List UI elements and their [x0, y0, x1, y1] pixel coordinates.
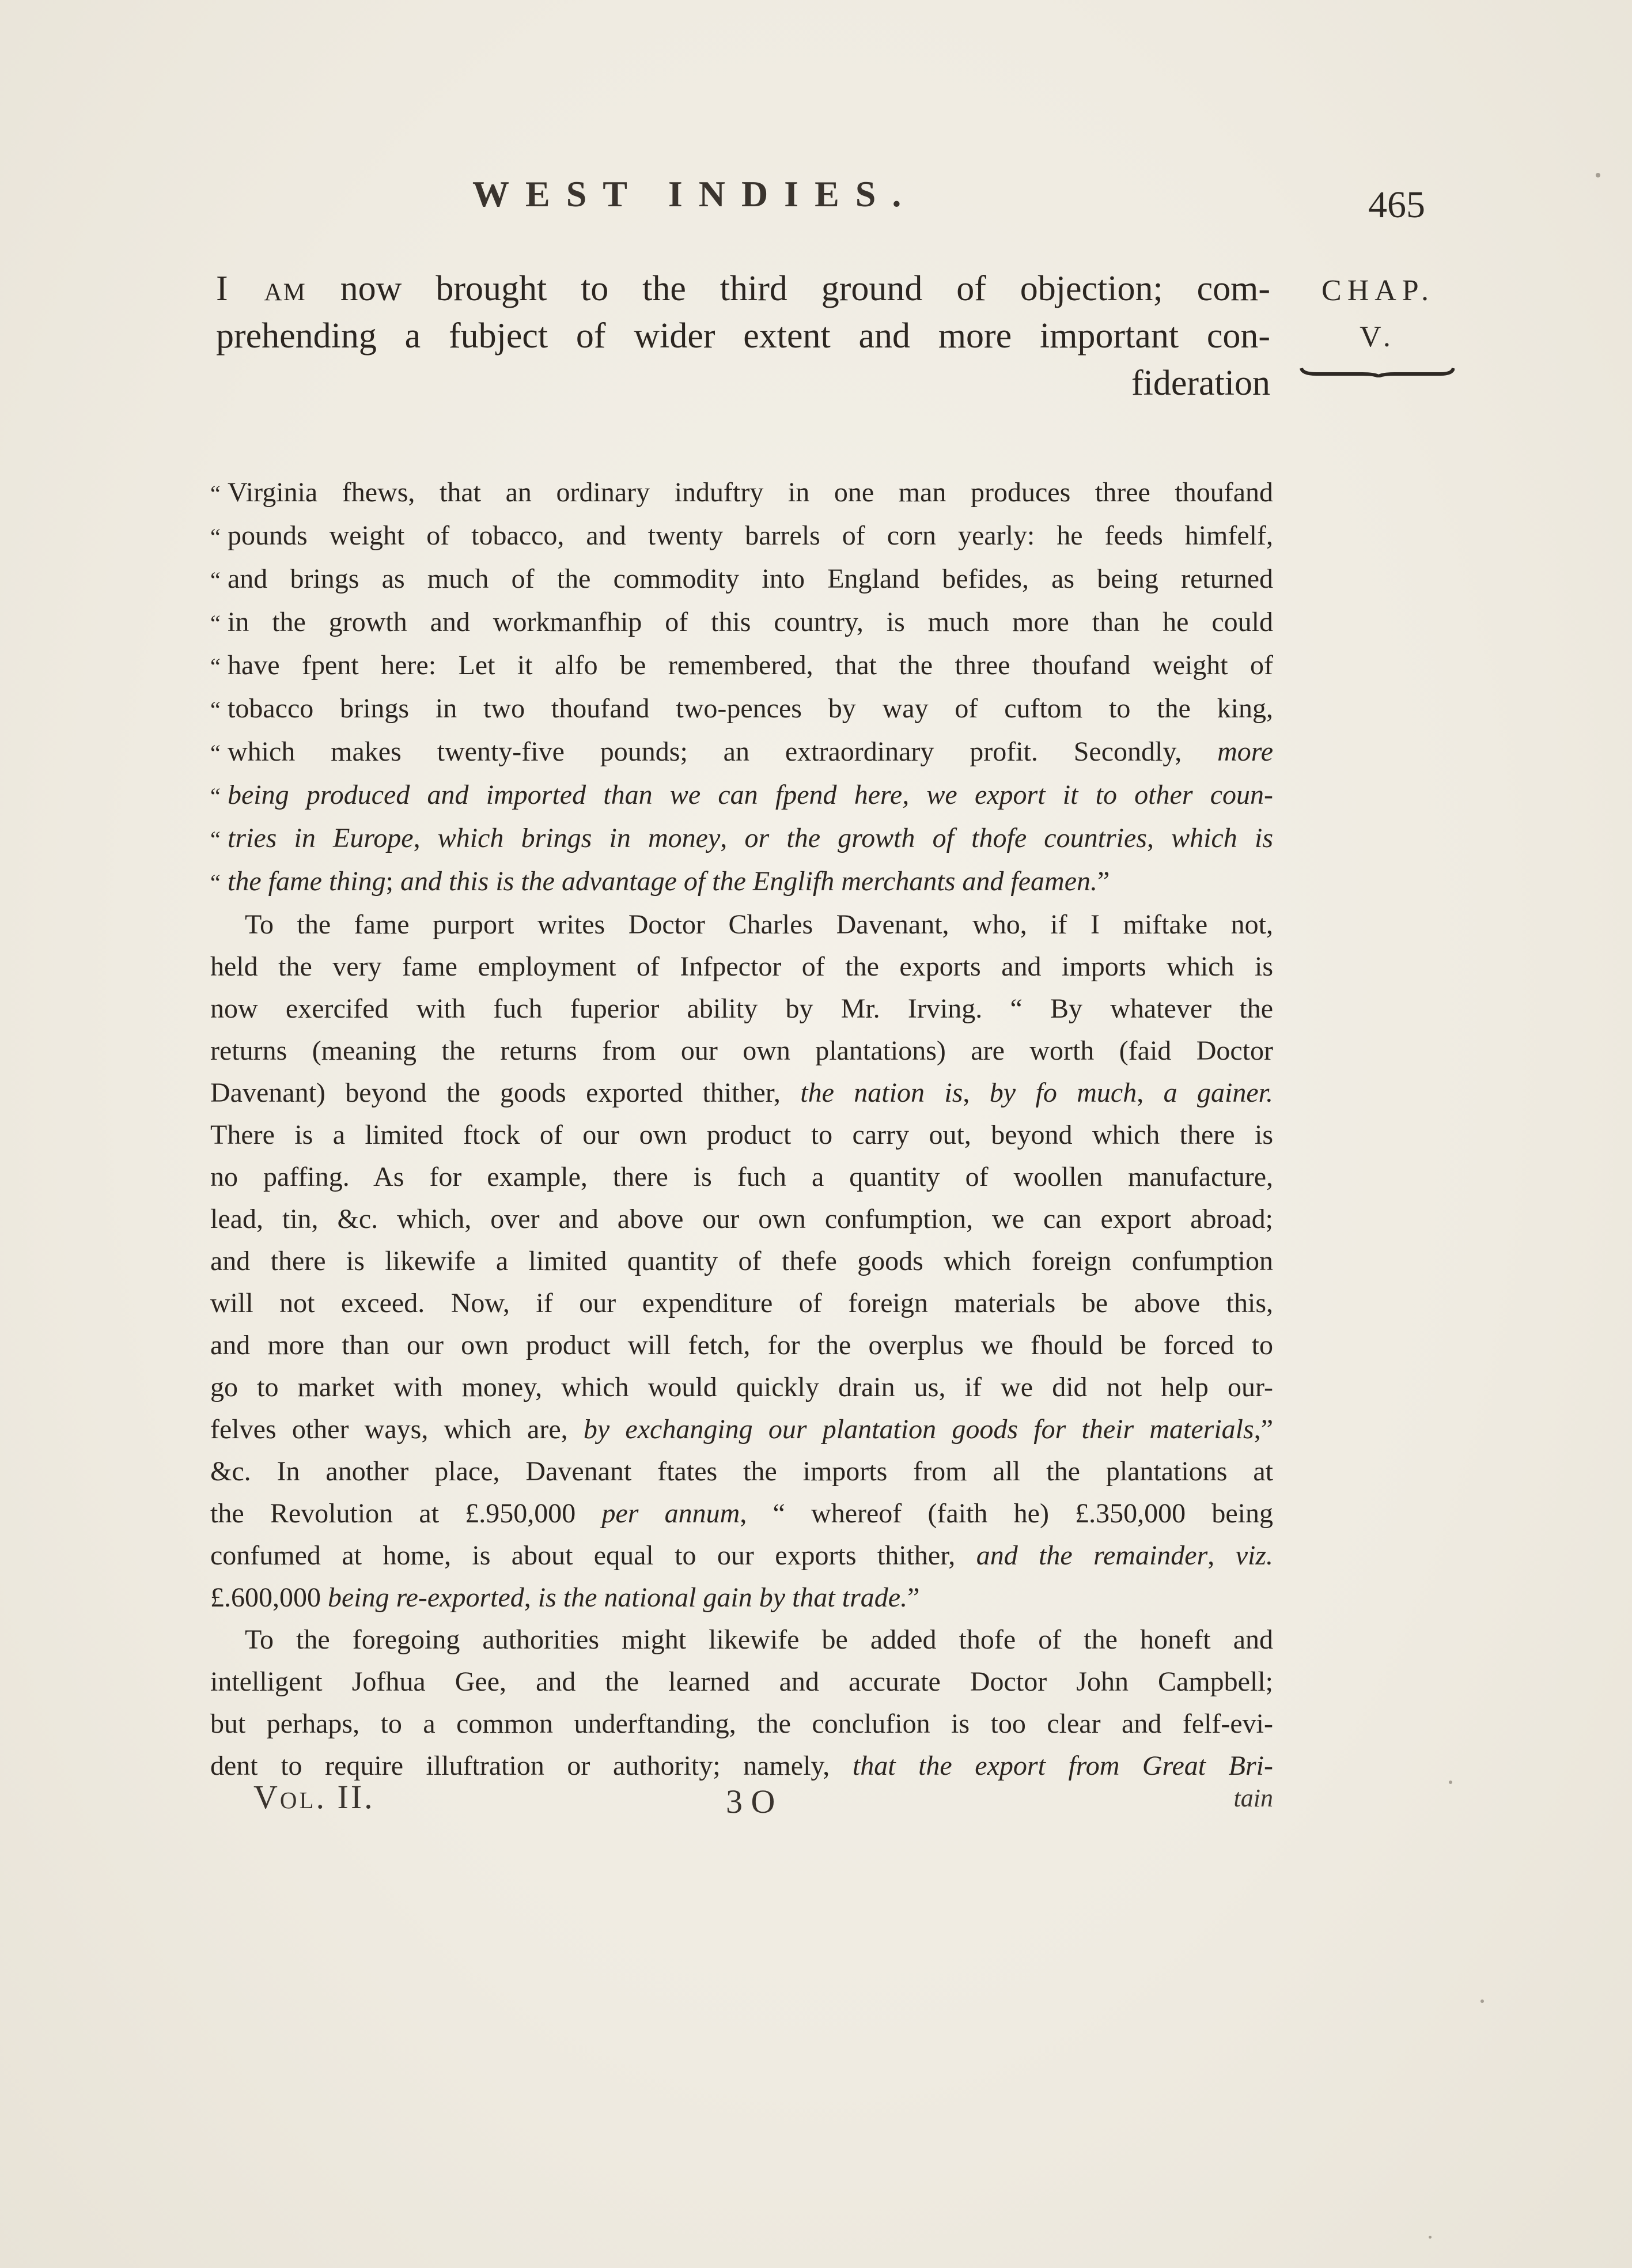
quote-margin-mark: “ — [210, 697, 221, 723]
body-line — [210, 1324, 1273, 1366]
body-line — [210, 515, 1273, 558]
text-segment: , — [1207, 1540, 1236, 1571]
text-segment: ; — [385, 866, 400, 897]
italic-text: and the remainder — [976, 1540, 1208, 1571]
text-segment: in the growth and workmanfhip of this country, is much more than he could — [228, 607, 1273, 637]
text-segment: £.600,000 — [210, 1582, 328, 1613]
body-line — [210, 1408, 1273, 1450]
quote-margin-mark: “ — [210, 783, 221, 809]
body-line — [210, 1198, 1273, 1240]
quote-margin-mark: “ — [210, 826, 221, 852]
body-line — [210, 1240, 1273, 1282]
text-segment: and there is likewife a limited quantity of thefe goods which foreign confumption — [210, 1246, 1273, 1276]
text-segment: returns (meaning the returns from our own plantations) are worth (faid Doctor — [210, 1035, 1273, 1066]
chapter-intro — [216, 265, 1270, 407]
body-line — [210, 860, 1273, 904]
text-segment: go to market with money, which would quickly drain us, if we did not help our- — [210, 1372, 1273, 1403]
body-line — [210, 946, 1273, 988]
text-segment: pounds weight of tobacco, and twenty barrels of corn yearly: he feeds himfelf, — [228, 520, 1273, 551]
body-line — [210, 471, 1273, 515]
text-segment: Virginia fhews, that an ordinary induftry in one man produces three thoufand — [228, 477, 1273, 508]
italic-text: the fame thing — [228, 866, 386, 897]
intro-line-3: fideration — [1131, 364, 1270, 403]
text-segment: the Revolution at £.950,000 — [210, 1498, 602, 1529]
intro-line-2: prehending a fubject of wider extent and more important con- — [216, 316, 1270, 356]
italic-text: tries in Europe — [228, 823, 414, 853]
page-footer — [253, 1778, 1273, 1824]
text-segment: tobacco brings in two thoufand two-pences by way of cuftom to the king, — [228, 693, 1273, 724]
italic-text: or the growth of thofe countries — [744, 823, 1147, 853]
italic-text: that the export from Great Bri- — [852, 1751, 1273, 1781]
body-line — [210, 1619, 1273, 1661]
catchword: tain — [1233, 1784, 1273, 1812]
quote-margin-mark: “ — [210, 610, 221, 636]
chapter-marker — [1303, 268, 1453, 360]
text-segment: , “ whereof (faith he) £.350,000 being — [740, 1498, 1273, 1529]
text-segment: ” — [907, 1582, 920, 1613]
text-segment: dent to require illuftration or authority; namely, — [210, 1751, 853, 1781]
italic-text: viz. — [1235, 1540, 1274, 1571]
quote-margin-mark: “ — [210, 524, 221, 550]
body-line — [210, 1282, 1273, 1324]
text-segment: To the foregoing authorities might likewife be added thofe of the honeft and — [245, 1624, 1273, 1655]
italic-text: being produced and imported than we can fpend here, we export it to other coun- — [228, 780, 1273, 810]
text-segment: lead, tin, &c. which, over and above our own confumption, we can export abroad; — [210, 1204, 1273, 1234]
body-line — [210, 1072, 1273, 1114]
text-segment: now exercifed with fuch fuperior ability by Mr. Irving. “ By whatever the — [210, 993, 1273, 1024]
paper-speck — [1596, 173, 1600, 177]
signature-mark: 3 O — [726, 1783, 775, 1820]
body-line — [210, 1030, 1273, 1072]
body-line — [210, 1703, 1273, 1745]
text-segment: ,” — [1254, 1414, 1274, 1445]
italic-text: by fo much — [989, 1078, 1137, 1108]
text-segment: , — [963, 1078, 990, 1108]
italic-text: which brings in money — [437, 823, 721, 853]
page-number: 465 — [1368, 184, 1425, 226]
body-line — [210, 1492, 1273, 1534]
paper-speck — [1480, 1999, 1484, 2003]
quote-margin-mark: “ — [210, 740, 221, 766]
text-segment: , — [524, 1582, 538, 1613]
text-segment: but perhaps, to a common underftanding, the conclufion is too clear and felf-evi- — [210, 1708, 1273, 1739]
intro-line-1-text: now brought to the third ground of objection; com- — [306, 269, 1270, 308]
text-segment: confumed at home, is about equal to our exports thither, — [210, 1540, 976, 1571]
body-line — [210, 731, 1273, 774]
body-line — [210, 904, 1273, 946]
intro-line-1 — [216, 265, 1270, 312]
text-segment: have fpent here: Let it alfo be remembered, that the three thoufand weight of — [228, 650, 1273, 681]
text-segment: intelligent Jofhua Gee, and the learned and accurate Doctor John Campbell; — [210, 1666, 1273, 1697]
text-segment: and more than our own product will fetch, for the overplus we fhould be forced to — [210, 1330, 1273, 1360]
text-segment: There is a limited ftock of our own product to carry out, beyond which there is — [210, 1120, 1273, 1150]
paper-speck — [1429, 2236, 1432, 2239]
italic-text: the nation is — [800, 1078, 963, 1108]
italic-text: per annum — [601, 1498, 740, 1529]
italic-text: more — [1217, 736, 1273, 767]
body-line — [210, 687, 1273, 731]
body-line — [210, 1156, 1273, 1198]
body-line — [210, 1534, 1273, 1577]
chapter-label: CHAP. — [1321, 274, 1434, 307]
body-text — [210, 471, 1273, 1787]
quote-margin-mark: “ — [210, 567, 221, 593]
body-line — [210, 644, 1273, 687]
running-head: WEST INDIES. — [472, 173, 918, 214]
chapter-brace-rule — [1299, 365, 1455, 377]
body-line — [210, 774, 1273, 817]
intro-opening-smallcaps: I am — [216, 269, 306, 308]
italic-text: by exchanging our plantation goods for their materials — [583, 1414, 1254, 1445]
text-segment: which makes twenty-five pounds; an extraordinary profit. Secondly, — [228, 736, 1218, 767]
text-segment: ” — [1097, 866, 1110, 897]
body-line — [210, 1661, 1273, 1703]
text-segment: , — [720, 823, 745, 853]
italic-text: being re-exported — [328, 1582, 524, 1613]
text-segment: To the fame purport writes Doctor Charles Davenant, who, if I miftake not, — [245, 909, 1273, 940]
italic-text: a gainer. — [1163, 1078, 1274, 1108]
text-segment: felves other ways, which are, — [210, 1414, 584, 1445]
body-line — [210, 1577, 1273, 1619]
text-segment: no paffing. As for example, there is fuch a quantity of woollen manufacture, — [210, 1162, 1273, 1192]
body-line — [210, 1450, 1273, 1492]
text-segment: will not exceed. Now, if our expenditure of foreign materials be above this, — [210, 1288, 1273, 1318]
body-line — [210, 558, 1273, 601]
body-line — [210, 1114, 1273, 1156]
text-segment: , — [413, 823, 438, 853]
volume-label: Vol. II. — [253, 1778, 375, 1816]
body-line — [210, 601, 1273, 644]
chapter-number: V. — [1360, 320, 1396, 353]
italic-text: which is — [1171, 823, 1273, 853]
text-segment: and brings as much of the commodity into England befides, as being returned — [228, 564, 1273, 594]
italic-text: is the national gain by that trade. — [537, 1582, 908, 1613]
italic-text: and this is the advantage of the Englifh merchants and feamen. — [400, 866, 1098, 897]
text-segment: held the very fame employment of Infpector of the exports and imports which is — [210, 951, 1273, 982]
body-line — [210, 1366, 1273, 1408]
quote-margin-mark: “ — [210, 870, 221, 895]
quote-margin-mark: “ — [210, 653, 221, 679]
text-segment: , — [1137, 1078, 1164, 1108]
text-segment: Davenant) beyond the goods exported thither, — [210, 1078, 801, 1108]
paper-speck — [1449, 1781, 1452, 1784]
body-line — [210, 988, 1273, 1030]
body-line — [210, 817, 1273, 860]
text-segment: &c. In another place, Davenant ftates the imports from all the plantations at — [210, 1456, 1273, 1487]
text-segment: , — [1146, 823, 1172, 853]
quote-margin-mark: “ — [210, 481, 221, 506]
